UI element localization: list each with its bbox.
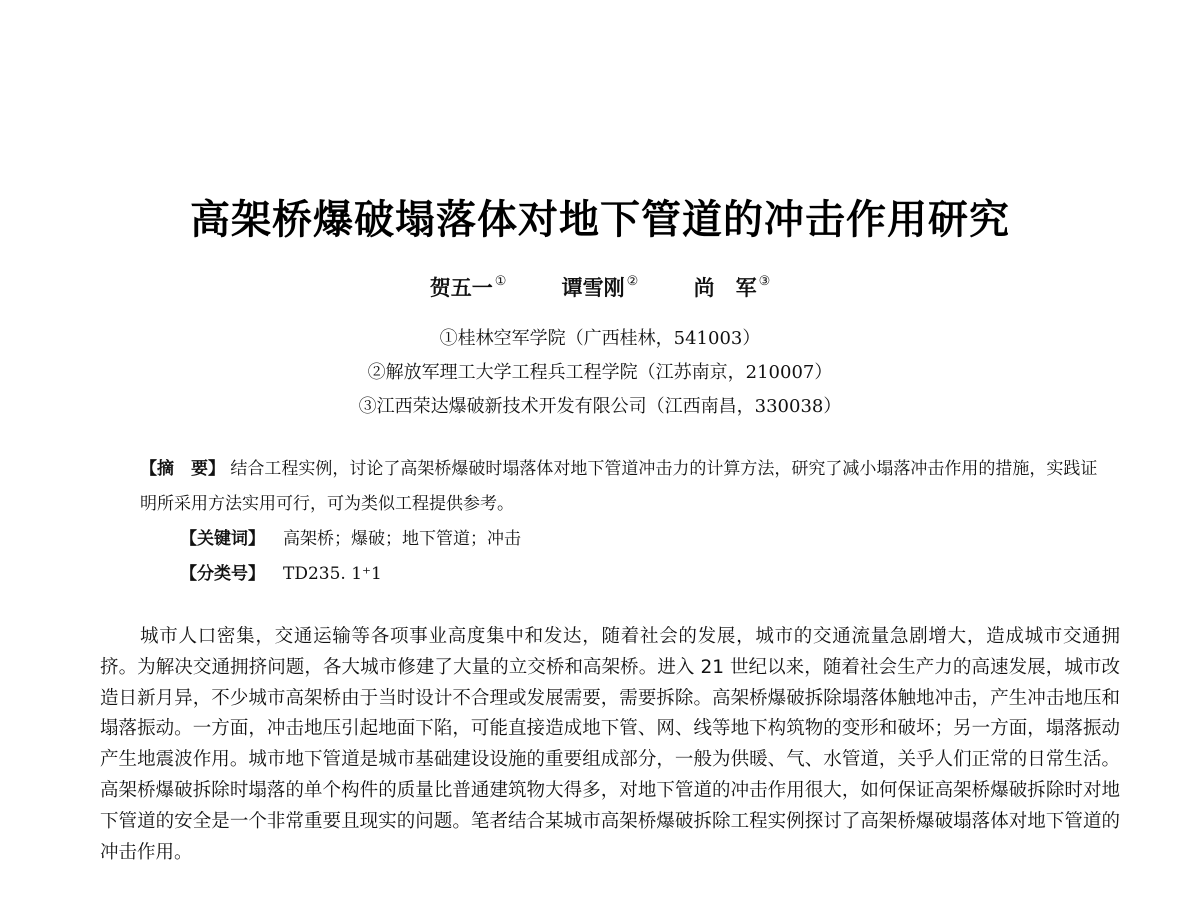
keywords-label: 【关键词】 — [180, 529, 265, 549]
abstract-label: 【摘 要】 — [140, 459, 225, 479]
author-3 — [694, 272, 771, 302]
keywords-line — [140, 522, 1100, 557]
paper-title: 高架桥爆破塌落体对地下管道的冲击作用研究 — [190, 197, 1010, 243]
abstract-section — [140, 452, 1100, 592]
classification-text: TD235. 1⁺1 — [283, 564, 382, 584]
author-name: 谭雪刚 — [561, 275, 625, 300]
author-list — [0, 272, 1200, 302]
author-mark: ① — [494, 274, 507, 289]
author-name: 贺五一 — [429, 275, 493, 300]
author-name: 尚 军 — [693, 275, 757, 300]
keywords-text: 高架桥；爆破；地下管道；冲击 — [283, 529, 521, 549]
abstract-text: 结合工程实例，讨论了高架桥爆破时塌落体对地下管道冲击力的计算方法，研究了减小塌落冲击作用的措施，实践证明所采用方法实用可行，可为类似工程提供参考。 — [140, 459, 1098, 514]
body-paragraph: 城市人口密集，交通运输等各项事业高度集中和发达，随着社会的发展，城市的交通流量急剧增大，造成城市交通拥挤。为解决交通拥挤问题，各大城市修建了大量的立交桥和高架桥。进入 21 世纪以来，随着社会生产力的高速发展，城市改造日新月异，不少城市高架桥由于当时设计不合理或发展需要，需要拆除。高架桥爆破拆除塌落体触地冲击，产生冲击地压和塌落振动。一方面，冲击地压引起地面下陷，可能直接造成地下管、网、线等地下构筑物的变形和破坏；另一方面，塌落振动产生地震波作用。城市地下管道是城市基础建设设施的重要组成部分，一般为供暖、气、水管道，关乎人们正常的日常生活。高架桥爆破拆除时塌落的单个构件的质量比普通建筑物大得多，对地下管道的冲击作用很大，如何保证高架桥爆破拆除时对地下管道的安全是一个非常重要且现实的问题。笔者结合某城市高架桥爆破拆除工程实例探讨了高架桥爆破塌落体对地下管道的冲击作用。 — [100, 626, 1120, 863]
classification-line — [140, 557, 1100, 592]
author-2 — [562, 272, 639, 302]
affiliation-3: ③江西荣达爆破新技术开发有限公司（江西南昌，330038） — [358, 396, 842, 417]
author-mark: ③ — [758, 274, 771, 289]
affiliation-1: ①桂林空军学院（广西桂林，541003） — [439, 328, 761, 349]
abstract-paragraph — [140, 452, 1100, 522]
affiliation-list — [0, 322, 1200, 424]
author-1 — [430, 272, 507, 302]
classification-label: 【分类号】 — [180, 564, 265, 584]
affiliation-2: ②解放军理工大学工程兵工程学院（江苏南京，210007） — [367, 362, 833, 383]
author-mark: ② — [626, 274, 639, 289]
